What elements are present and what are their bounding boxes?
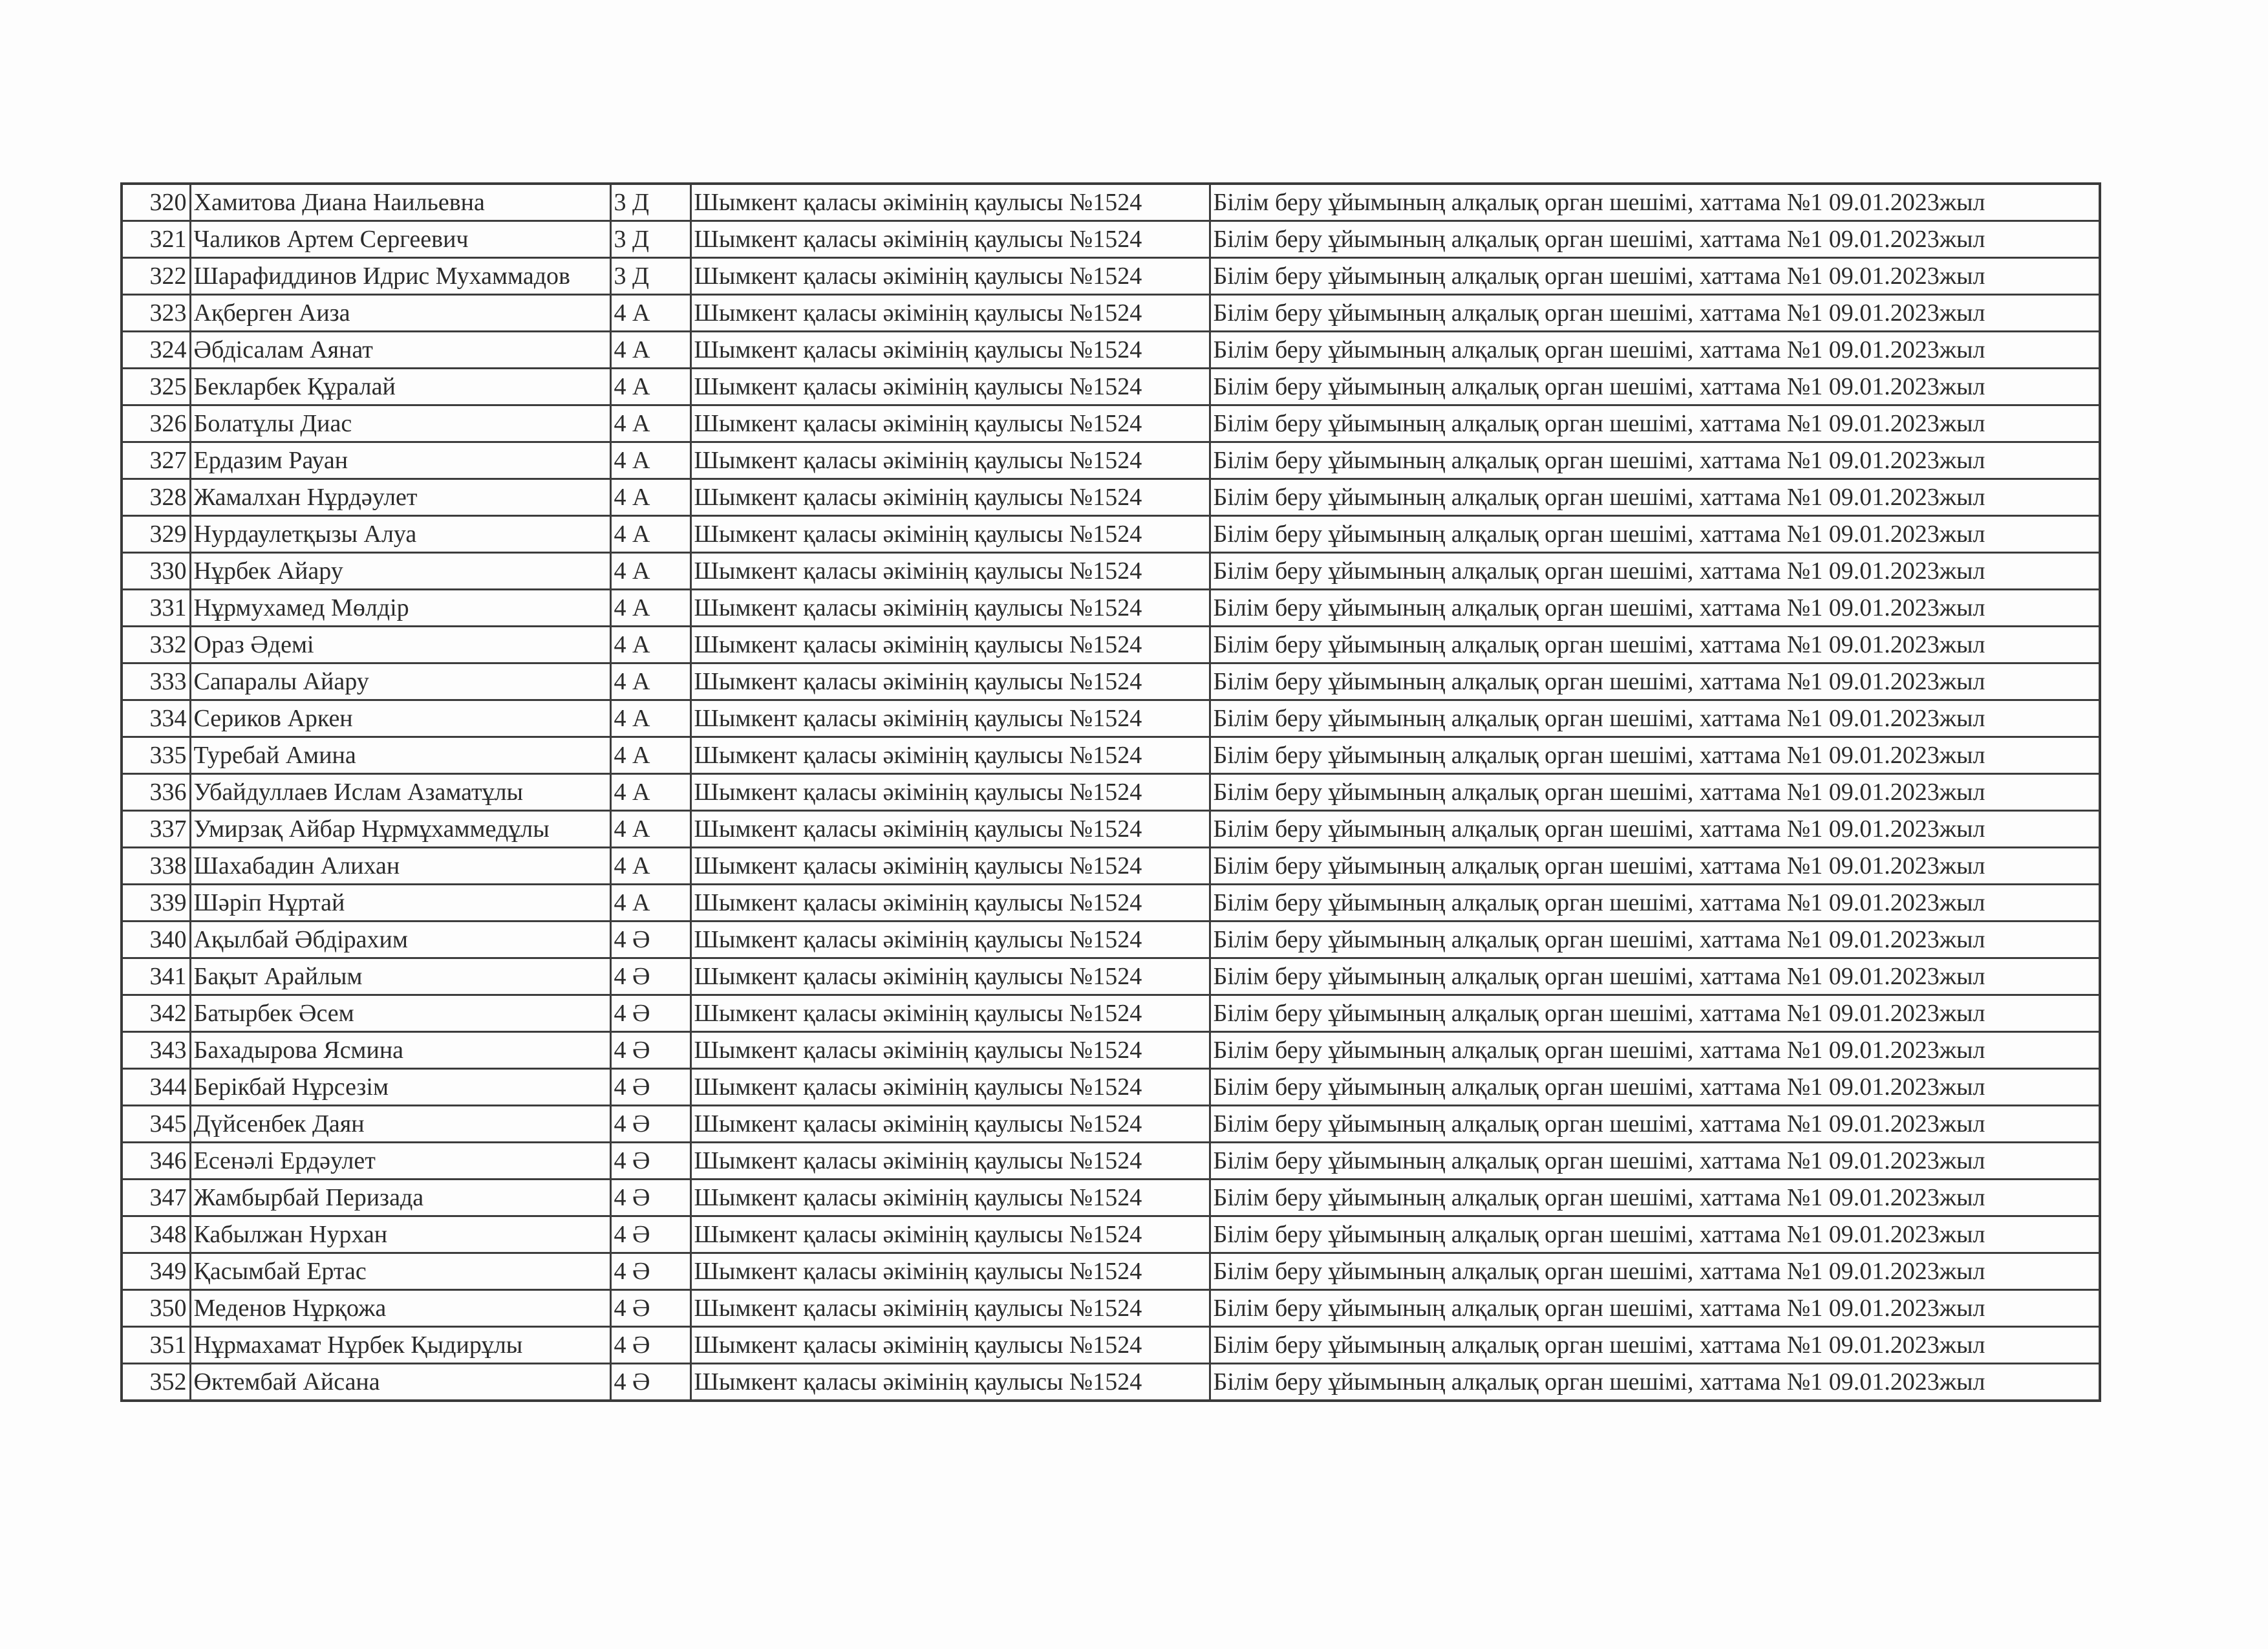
class-label: 4 А (610, 405, 690, 442)
decree-reference: Шымкент қаласы әкімінің қаулысы №1524 (690, 1216, 1210, 1253)
decree-reference: Шымкент қаласы әкімінің қаулысы №1524 (690, 516, 1210, 553)
row-number: 344 (122, 1069, 190, 1106)
class-label: 3 Д (610, 184, 690, 221)
table-row (122, 1180, 2100, 1216)
decree-reference: Шымкент қаласы әкімінің қаулысы №1524 (690, 811, 1210, 848)
table-row (122, 184, 2100, 221)
council-decision: Білім беру ұйымының алқалық орган шешімі, хаттама №1 09.01.2023жыл (1210, 295, 2100, 332)
row-number: 333 (122, 663, 190, 700)
council-decision: Білім беру ұйымының алқалық орган шешімі, хаттама №1 09.01.2023жыл (1210, 590, 2100, 627)
class-label: 4 Ә (610, 1216, 690, 1253)
row-number: 330 (122, 553, 190, 590)
row-number: 328 (122, 479, 190, 516)
table-row (122, 995, 2100, 1032)
class-label: 4 А (610, 332, 690, 369)
student-name: Нурдаулетқызы Алуа (190, 516, 610, 553)
class-label: 4 А (610, 848, 690, 885)
class-label: 4 Ә (610, 1180, 690, 1216)
table-row (122, 1106, 2100, 1143)
decree-reference: Шымкент қаласы әкімінің қаулысы №1524 (690, 774, 1210, 811)
council-decision: Білім беру ұйымының алқалық орган шешімі, хаттама №1 09.01.2023жыл (1210, 774, 2100, 811)
council-decision: Білім беру ұйымының алқалық орган шешімі, хаттама №1 09.01.2023жыл (1210, 405, 2100, 442)
student-name: Сериков Аркен (190, 700, 610, 737)
table-row (122, 700, 2100, 737)
table-row (122, 553, 2100, 590)
row-number: 321 (122, 221, 190, 258)
table-row (122, 958, 2100, 995)
student-name: Берікбай Нұрсезім (190, 1069, 610, 1106)
council-decision: Білім беру ұйымының алқалық орган шешімі, хаттама №1 09.01.2023жыл (1210, 1032, 2100, 1069)
class-label: 4 А (610, 627, 690, 663)
row-number: 323 (122, 295, 190, 332)
student-name: Туребай Амина (190, 737, 610, 774)
student-name: Жамбырбай Перизада (190, 1180, 610, 1216)
decree-reference: Шымкент қаласы әкімінің қаулысы №1524 (690, 737, 1210, 774)
student-name: Ердазим Рауан (190, 442, 610, 479)
row-number: 342 (122, 995, 190, 1032)
row-number: 350 (122, 1290, 190, 1327)
class-label: 4 Ә (610, 995, 690, 1032)
row-number: 346 (122, 1143, 190, 1180)
student-name: Убайдуллаев Ислам Азаматұлы (190, 774, 610, 811)
class-label: 4 Ә (610, 1032, 690, 1069)
student-name: Жамалхан Нұрдәулет (190, 479, 610, 516)
row-number: 345 (122, 1106, 190, 1143)
student-name: Ақберген Аиза (190, 295, 610, 332)
row-number: 327 (122, 442, 190, 479)
row-number: 322 (122, 258, 190, 295)
council-decision: Білім беру ұйымының алқалық орган шешімі, хаттама №1 09.01.2023жыл (1210, 663, 2100, 700)
council-decision: Білім беру ұйымының алқалық орган шешімі, хаттама №1 09.01.2023жыл (1210, 921, 2100, 958)
table-row (122, 921, 2100, 958)
decree-reference: Шымкент қаласы әкімінің қаулысы №1524 (690, 590, 1210, 627)
class-label: 3 Д (610, 221, 690, 258)
table-row (122, 258, 2100, 295)
council-decision: Білім беру ұйымының алқалық орган шешімі, хаттама №1 09.01.2023жыл (1210, 1327, 2100, 1364)
table-row (122, 516, 2100, 553)
decree-reference: Шымкент қаласы әкімінің қаулысы №1524 (690, 663, 1210, 700)
student-name: Нұрмахамат Нұрбек Қыдирұлы (190, 1327, 610, 1364)
student-name: Хамитова Диана Наильевна (190, 184, 610, 221)
table-row (122, 479, 2100, 516)
council-decision: Білім беру ұйымының алқалық орган шешімі, хаттама №1 09.01.2023жыл (1210, 1253, 2100, 1290)
student-name: Ақылбай Әбдірахим (190, 921, 610, 958)
decree-reference: Шымкент қаласы әкімінің қаулысы №1524 (690, 958, 1210, 995)
decree-reference: Шымкент қаласы әкімінің қаулысы №1524 (690, 1290, 1210, 1327)
row-number: 337 (122, 811, 190, 848)
council-decision: Білім беру ұйымының алқалық орган шешімі, хаттама №1 09.01.2023жыл (1210, 258, 2100, 295)
row-number: 326 (122, 405, 190, 442)
class-label: 4 А (610, 700, 690, 737)
table-row (122, 1143, 2100, 1180)
council-decision: Білім беру ұйымының алқалық орган шешімі, хаттама №1 09.01.2023жыл (1210, 958, 2100, 995)
decree-reference: Шымкент қаласы әкімінің қаулысы №1524 (690, 1327, 1210, 1364)
table-row (122, 885, 2100, 921)
class-label: 4 Ә (610, 958, 690, 995)
council-decision: Білім беру ұйымының алқалық орган шешімі, хаттама №1 09.01.2023жыл (1210, 516, 2100, 553)
row-number: 341 (122, 958, 190, 995)
decree-reference: Шымкент қаласы әкімінің қаулысы №1524 (690, 258, 1210, 295)
class-label: 4 А (610, 663, 690, 700)
table-row (122, 663, 2100, 700)
student-name: Меденов Нұрқожа (190, 1290, 610, 1327)
class-label: 3 Д (610, 258, 690, 295)
row-number: 336 (122, 774, 190, 811)
student-name: Бахадырова Ясмина (190, 1032, 610, 1069)
council-decision: Білім беру ұйымының алқалық орган шешімі, хаттама №1 09.01.2023жыл (1210, 1069, 2100, 1106)
council-decision: Білім беру ұйымының алқалық орган шешімі, хаттама №1 09.01.2023жыл (1210, 700, 2100, 737)
decree-reference: Шымкент қаласы әкімінің қаулысы №1524 (690, 1253, 1210, 1290)
student-name: Есенәлі Ердәулет (190, 1143, 610, 1180)
student-name: Кабылжан Нурхан (190, 1216, 610, 1253)
row-number: 348 (122, 1216, 190, 1253)
row-number: 352 (122, 1364, 190, 1401)
decree-reference: Шымкент қаласы әкімінің қаулысы №1524 (690, 848, 1210, 885)
row-number: 338 (122, 848, 190, 885)
row-number: 343 (122, 1032, 190, 1069)
table-row (122, 332, 2100, 369)
council-decision: Білім беру ұйымының алқалық орган шешімі, хаттама №1 09.01.2023жыл (1210, 627, 2100, 663)
council-decision: Білім беру ұйымының алқалық орган шешімі, хаттама №1 09.01.2023жыл (1210, 1364, 2100, 1401)
decree-reference: Шымкент қаласы әкімінің қаулысы №1524 (690, 221, 1210, 258)
table-row (122, 1069, 2100, 1106)
decree-reference: Шымкент қаласы әкімінің қаулысы №1524 (690, 1143, 1210, 1180)
council-decision: Білім беру ұйымының алқалық орган шешімі, хаттама №1 09.01.2023жыл (1210, 1180, 2100, 1216)
student-name: Ораз Әдемі (190, 627, 610, 663)
student-name: Дүйсенбек Даян (190, 1106, 610, 1143)
class-label: 4 Ә (610, 1290, 690, 1327)
table-row (122, 590, 2100, 627)
decree-reference: Шымкент қаласы әкімінің қаулысы №1524 (690, 885, 1210, 921)
table-row (122, 811, 2100, 848)
table-body (122, 184, 2100, 1401)
class-label: 4 А (610, 811, 690, 848)
council-decision: Білім беру ұйымының алқалық орган шешімі, хаттама №1 09.01.2023жыл (1210, 1290, 2100, 1327)
student-name: Шәріп Нұртай (190, 885, 610, 921)
class-label: 4 А (610, 737, 690, 774)
table-row (122, 627, 2100, 663)
student-name: Әбдісалам Аянат (190, 332, 610, 369)
class-label: 4 А (610, 516, 690, 553)
council-decision: Білім беру ұйымының алқалық орган шешімі, хаттама №1 09.01.2023жыл (1210, 1143, 2100, 1180)
council-decision: Білім беру ұйымының алқалық орган шешімі, хаттама №1 09.01.2023жыл (1210, 848, 2100, 885)
decree-reference: Шымкент қаласы әкімінің қаулысы №1524 (690, 995, 1210, 1032)
council-decision: Білім беру ұйымының алқалық орган шешімі, хаттама №1 09.01.2023жыл (1210, 332, 2100, 369)
student-name: Сапаралы Айару (190, 663, 610, 700)
decree-reference: Шымкент қаласы әкімінің қаулысы №1524 (690, 553, 1210, 590)
row-number: 339 (122, 885, 190, 921)
decree-reference: Шымкент қаласы әкімінің қаулысы №1524 (690, 369, 1210, 405)
decree-reference: Шымкент қаласы әкімінің қаулысы №1524 (690, 479, 1210, 516)
class-label: 4 А (610, 442, 690, 479)
row-number: 340 (122, 921, 190, 958)
decree-reference: Шымкент қаласы әкімінің қаулысы №1524 (690, 1180, 1210, 1216)
table-row (122, 1253, 2100, 1290)
council-decision: Білім беру ұйымының алқалық орган шешімі, хаттама №1 09.01.2023жыл (1210, 811, 2100, 848)
class-label: 4 Ә (610, 1327, 690, 1364)
council-decision: Білім беру ұйымының алқалық орган шешімі, хаттама №1 09.01.2023жыл (1210, 737, 2100, 774)
class-label: 4 А (610, 369, 690, 405)
table-row (122, 774, 2100, 811)
class-label: 4 А (610, 885, 690, 921)
row-number: 335 (122, 737, 190, 774)
class-label: 4 Ә (610, 1253, 690, 1290)
decree-reference: Шымкент қаласы әкімінің қаулысы №1524 (690, 442, 1210, 479)
table-row (122, 1290, 2100, 1327)
row-number: 332 (122, 627, 190, 663)
council-decision: Білім беру ұйымының алқалық орган шешімі, хаттама №1 09.01.2023жыл (1210, 1106, 2100, 1143)
decree-reference: Шымкент қаласы әкімінің қаулысы №1524 (690, 1106, 1210, 1143)
table-row (122, 1216, 2100, 1253)
row-number: 351 (122, 1327, 190, 1364)
class-label: 4 Ә (610, 1143, 690, 1180)
council-decision: Білім беру ұйымының алқалық орган шешімі, хаттама №1 09.01.2023жыл (1210, 442, 2100, 479)
student-name: Чаликов Артем Сергеевич (190, 221, 610, 258)
table-row (122, 848, 2100, 885)
row-number: 347 (122, 1180, 190, 1216)
class-label: 4 А (610, 590, 690, 627)
table-row (122, 221, 2100, 258)
class-label: 4 Ә (610, 1364, 690, 1401)
council-decision: Білім беру ұйымының алқалық орган шешімі, хаттама №1 09.01.2023жыл (1210, 885, 2100, 921)
student-name: Умирзақ Айбар Нұрмұхаммедұлы (190, 811, 610, 848)
decree-reference: Шымкент қаласы әкімінің қаулысы №1524 (690, 1032, 1210, 1069)
table-row (122, 295, 2100, 332)
decree-reference: Шымкент қаласы әкімінің қаулысы №1524 (690, 332, 1210, 369)
table-row (122, 1327, 2100, 1364)
row-number: 325 (122, 369, 190, 405)
council-decision: Білім беру ұйымының алқалық орган шешімі, хаттама №1 09.01.2023жыл (1210, 1216, 2100, 1253)
council-decision: Білім беру ұйымының алқалық орган шешімі, хаттама №1 09.01.2023жыл (1210, 221, 2100, 258)
class-label: 4 Ә (610, 1106, 690, 1143)
row-number: 320 (122, 184, 190, 221)
class-label: 4 А (610, 479, 690, 516)
table-row (122, 405, 2100, 442)
class-label: 4 А (610, 553, 690, 590)
table-row (122, 1364, 2100, 1401)
student-name: Шарафиддинов Идрис Мухаммадов (190, 258, 610, 295)
student-name: Бекларбек Құралай (190, 369, 610, 405)
decree-reference: Шымкент қаласы әкімінің қаулысы №1524 (690, 700, 1210, 737)
class-label: 4 Ә (610, 1069, 690, 1106)
student-name: Өктембай Айсана (190, 1364, 610, 1401)
decree-reference: Шымкент қаласы әкімінің қаулысы №1524 (690, 295, 1210, 332)
student-list-table (120, 182, 2101, 1402)
council-decision: Білім беру ұйымының алқалық орган шешімі, хаттама №1 09.01.2023жыл (1210, 184, 2100, 221)
row-number: 349 (122, 1253, 190, 1290)
student-name: Нұрмухамед Мөлдір (190, 590, 610, 627)
council-decision: Білім беру ұйымының алқалық орган шешімі, хаттама №1 09.01.2023жыл (1210, 553, 2100, 590)
class-label: 4 А (610, 295, 690, 332)
student-name: Батырбек Әсем (190, 995, 610, 1032)
row-number: 329 (122, 516, 190, 553)
student-name: Қасымбай Ертас (190, 1253, 610, 1290)
decree-reference: Шымкент қаласы әкімінің қаулысы №1524 (690, 184, 1210, 221)
table-row (122, 442, 2100, 479)
table-row (122, 1032, 2100, 1069)
table-row (122, 737, 2100, 774)
student-name: Болатұлы Диас (190, 405, 610, 442)
class-label: 4 Ә (610, 921, 690, 958)
decree-reference: Шымкент қаласы әкімінің қаулысы №1524 (690, 1364, 1210, 1401)
decree-reference: Шымкент қаласы әкімінің қаулысы №1524 (690, 921, 1210, 958)
student-name: Шахабадин Алихан (190, 848, 610, 885)
student-name: Нұрбек Айару (190, 553, 610, 590)
decree-reference: Шымкент қаласы әкімінің қаулысы №1524 (690, 405, 1210, 442)
council-decision: Білім беру ұйымының алқалық орган шешімі, хаттама №1 09.01.2023жыл (1210, 369, 2100, 405)
class-label: 4 А (610, 774, 690, 811)
council-decision: Білім беру ұйымының алқалық орган шешімі, хаттама №1 09.01.2023жыл (1210, 995, 2100, 1032)
row-number: 334 (122, 700, 190, 737)
decree-reference: Шымкент қаласы әкімінің қаулысы №1524 (690, 627, 1210, 663)
row-number: 324 (122, 332, 190, 369)
council-decision: Білім беру ұйымының алқалық орган шешімі, хаттама №1 09.01.2023жыл (1210, 479, 2100, 516)
decree-reference: Шымкент қаласы әкімінің қаулысы №1524 (690, 1069, 1210, 1106)
table-row (122, 369, 2100, 405)
row-number: 331 (122, 590, 190, 627)
student-name: Бақыт Арайлым (190, 958, 610, 995)
